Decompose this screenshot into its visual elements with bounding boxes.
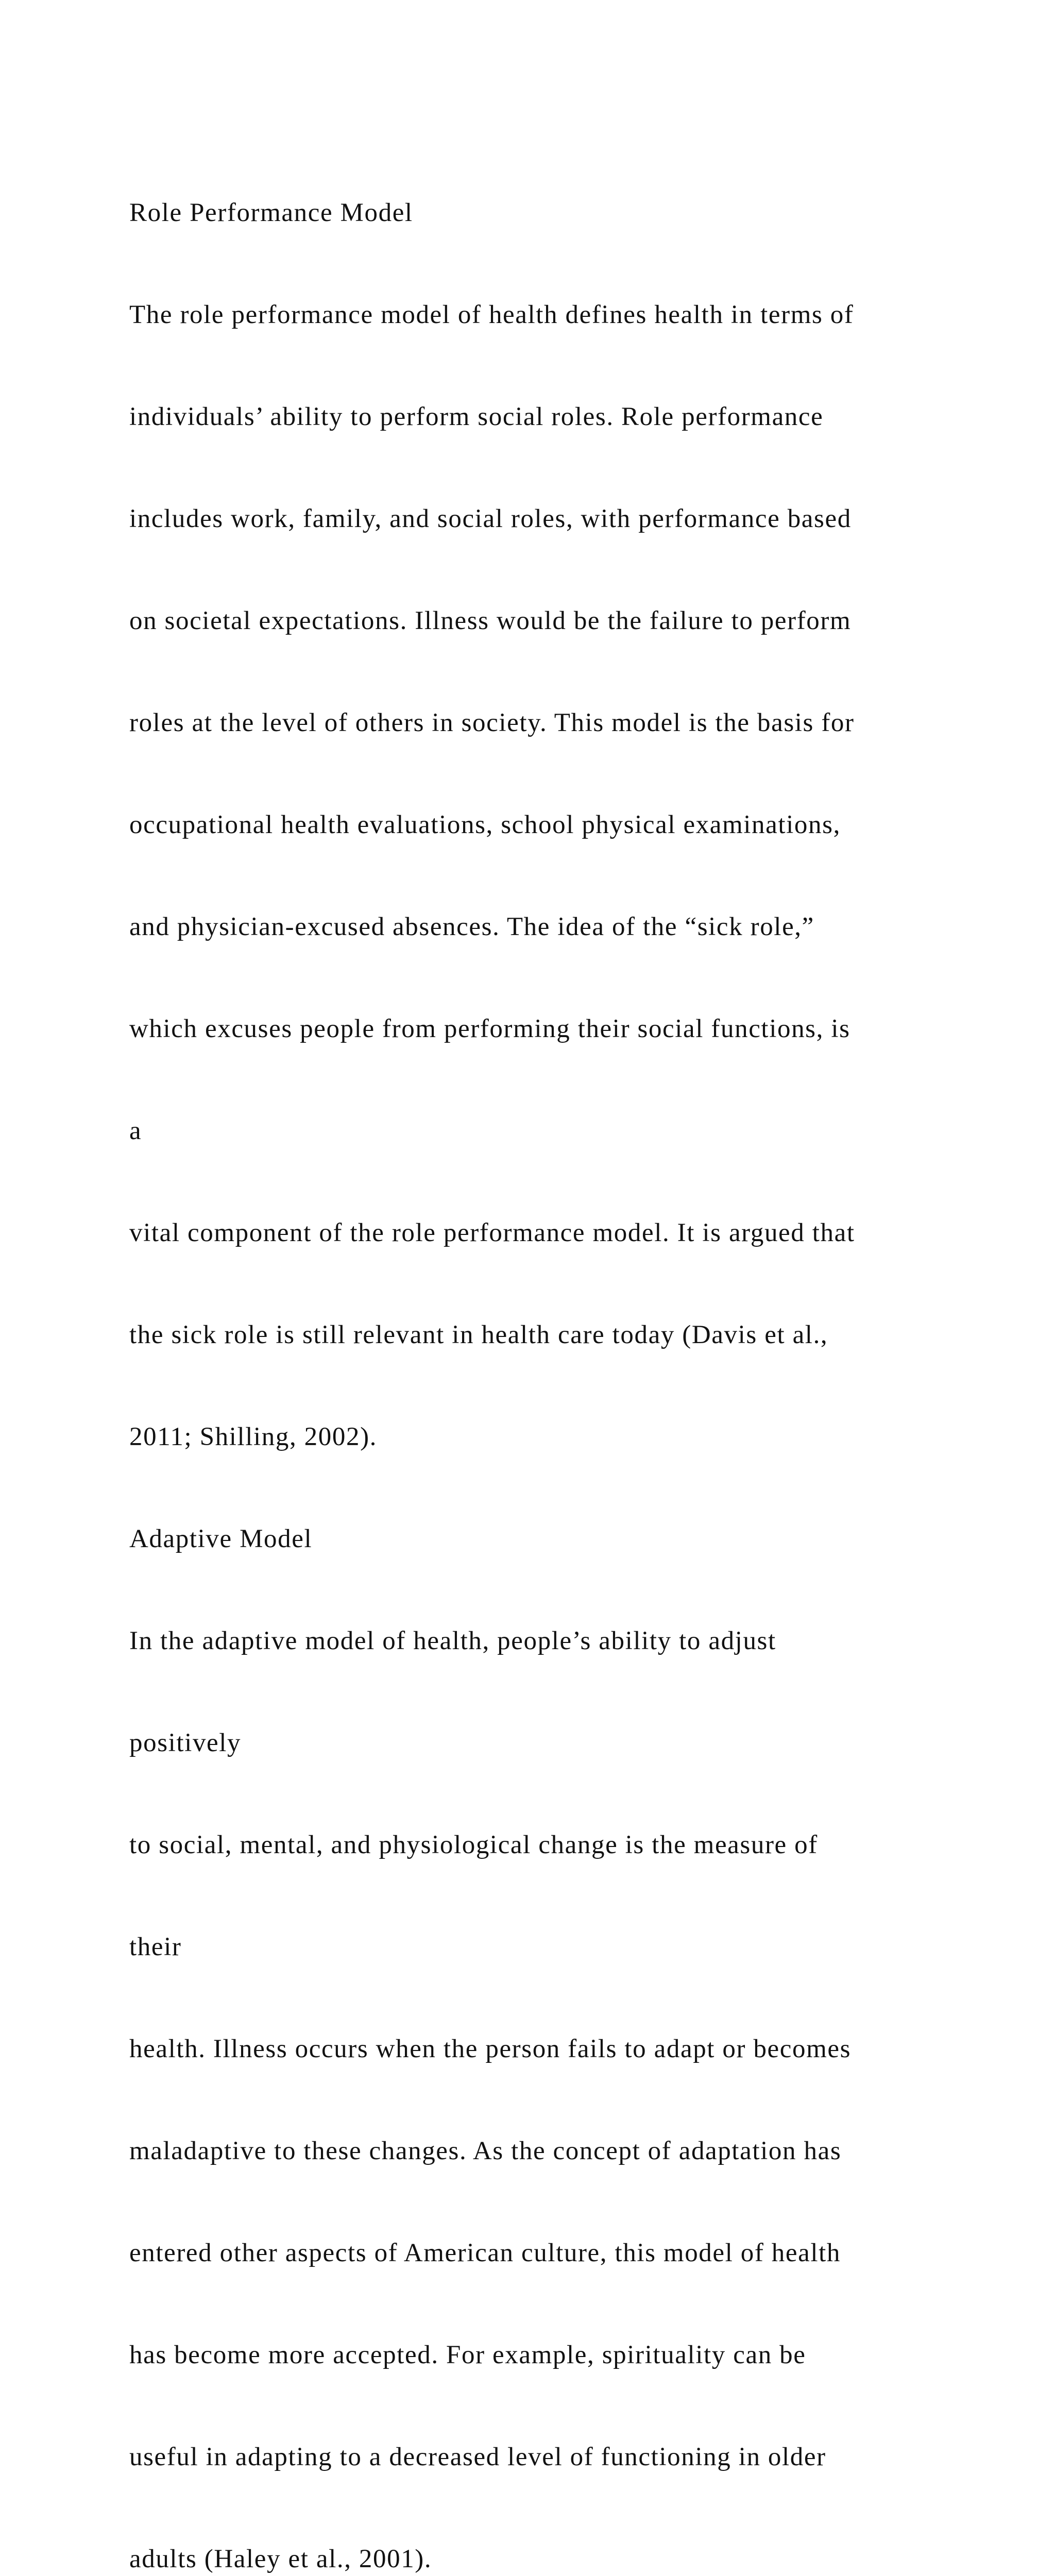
text-line: health. Illness occurs when the person fails to adapt or becomes (129, 2035, 852, 2063)
document-text (129, 128, 1015, 2576)
text-line: and physician-excused absences. The idea of the “sick role,” (129, 912, 814, 941)
text-line: occupational health evaluations, school physical examinations, (129, 810, 841, 839)
text-line: vital component of the role performance model. It is argued that (129, 1218, 855, 1247)
text-line: to social, mental, and physiological change is the measure of (129, 1831, 818, 1859)
text-line: maladaptive to these changes. As the concept of adaptation has (129, 2137, 842, 2165)
text-line: In the adaptive model of health, people’s ability to adjust (129, 1626, 776, 1655)
text-line: a (129, 1116, 142, 1145)
text-line: roles at the level of others in society. This model is the basis for (129, 708, 855, 737)
text-line: The role performance model of health defines health in terms of (129, 300, 854, 329)
text-line: 2011; Shilling, 2002). (129, 1422, 378, 1451)
text-line: which excuses people from performing their social functions, is (129, 1014, 850, 1043)
text-line: entered other aspects of American culture, this model of health (129, 2239, 841, 2267)
text-line: adults (Haley et al., 2001). (129, 2545, 432, 2573)
text-line: has become more accepted. For example, spirituality can be (129, 2341, 806, 2369)
text-line: the sick role is still relevant in health care today (Davis et al., (129, 1320, 828, 1349)
text-line: includes work, family, and social roles, with performance based (129, 504, 852, 533)
section-heading-role-performance: Role Performance Model (129, 198, 413, 227)
text-line: useful in adapting to a decreased level of functioning in older (129, 2443, 826, 2471)
text-line: individuals’ ability to perform social roles. Role performance (129, 402, 824, 431)
text-line: on societal expectations. Illness would be the failure to perform (129, 606, 852, 635)
section-heading-adaptive: Adaptive Model (129, 1524, 313, 1553)
text-line: their (129, 1933, 182, 1961)
text-line: positively (129, 1728, 242, 1757)
